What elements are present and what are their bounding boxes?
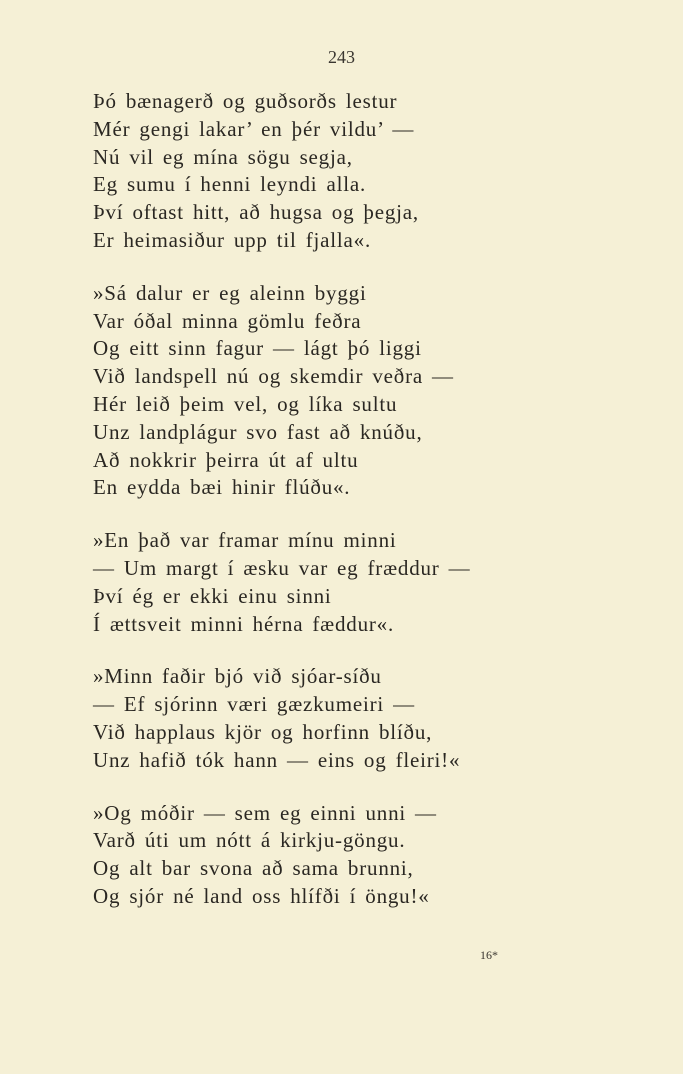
poem-line: Varð úti um nótt á kirkju-göngu. <box>93 828 406 853</box>
poem-line: Við happlaus kjör og horfinn blíðu, <box>93 719 433 744</box>
poem-line: — Um margt í æsku var eg fræddur — <box>93 555 471 580</box>
poem-line: Var óðal minna gömlu feðra <box>93 308 362 333</box>
poem-line: »En það var framar mínu minni <box>93 528 397 553</box>
poem-line: Eg sumu í henni leyndi alla. <box>93 172 367 197</box>
poem-line: Því oftast hitt, að hugsa og þegja, <box>93 200 419 225</box>
poem-line: Þó bænagerð og guðsorðs lestur <box>93 89 398 113</box>
poem-line: Og alt bar svona að sama brunni, <box>93 856 414 881</box>
poem-line: En eydda bæi hinir flúðu«. <box>93 475 351 500</box>
poem-line: Unz landplágur svo fast að knúðu, <box>93 419 423 444</box>
poem-line: »Minn faðir bjó við sjóar-síðu <box>93 664 382 689</box>
poem <box>93 88 593 936</box>
poem-line: Við landspell nú og skemdir veðra — <box>93 364 454 389</box>
poem-line: Því ég er ekki einu sinni <box>93 583 332 608</box>
poem-line: Mér gengi lakar’ en þér vildu’ — <box>93 116 415 141</box>
poem-line: Unz hafið tók hann — eins og fleiri!« <box>93 747 461 772</box>
stanza-3 <box>93 527 593 638</box>
poem-line: Í ættsveit minni hérna fæddur«. <box>93 611 395 636</box>
signature-mark: 16* <box>480 948 498 962</box>
stanza-2 <box>93 280 593 502</box>
stanza-1 <box>93 88 593 255</box>
poem-line: Og sjór né land oss hlífði í öngu!« <box>93 883 430 908</box>
poem-line: — Ef sjórinn væri gæzkumeiri — <box>93 692 415 717</box>
poem-line: »Sá dalur er eg aleinn byggi <box>93 280 367 305</box>
poem-line: Nú vil eg mína sögu segja, <box>93 144 353 169</box>
poem-line: Hér leið þeim vel, og líka sultu <box>93 391 398 416</box>
stanza-5 <box>93 800 593 911</box>
poem-line: Að nokkrir þeirra út af ultu <box>93 447 359 472</box>
poem-line: Er heimasiður upp til fjalla«. <box>93 227 372 252</box>
stanza-4 <box>93 663 593 774</box>
poem-line: »Og móðir — sem eg einni unni — <box>93 800 437 825</box>
page-number: 243 <box>328 47 355 67</box>
poem-line: Og eitt sinn fagur — lágt þó liggi <box>93 336 422 361</box>
